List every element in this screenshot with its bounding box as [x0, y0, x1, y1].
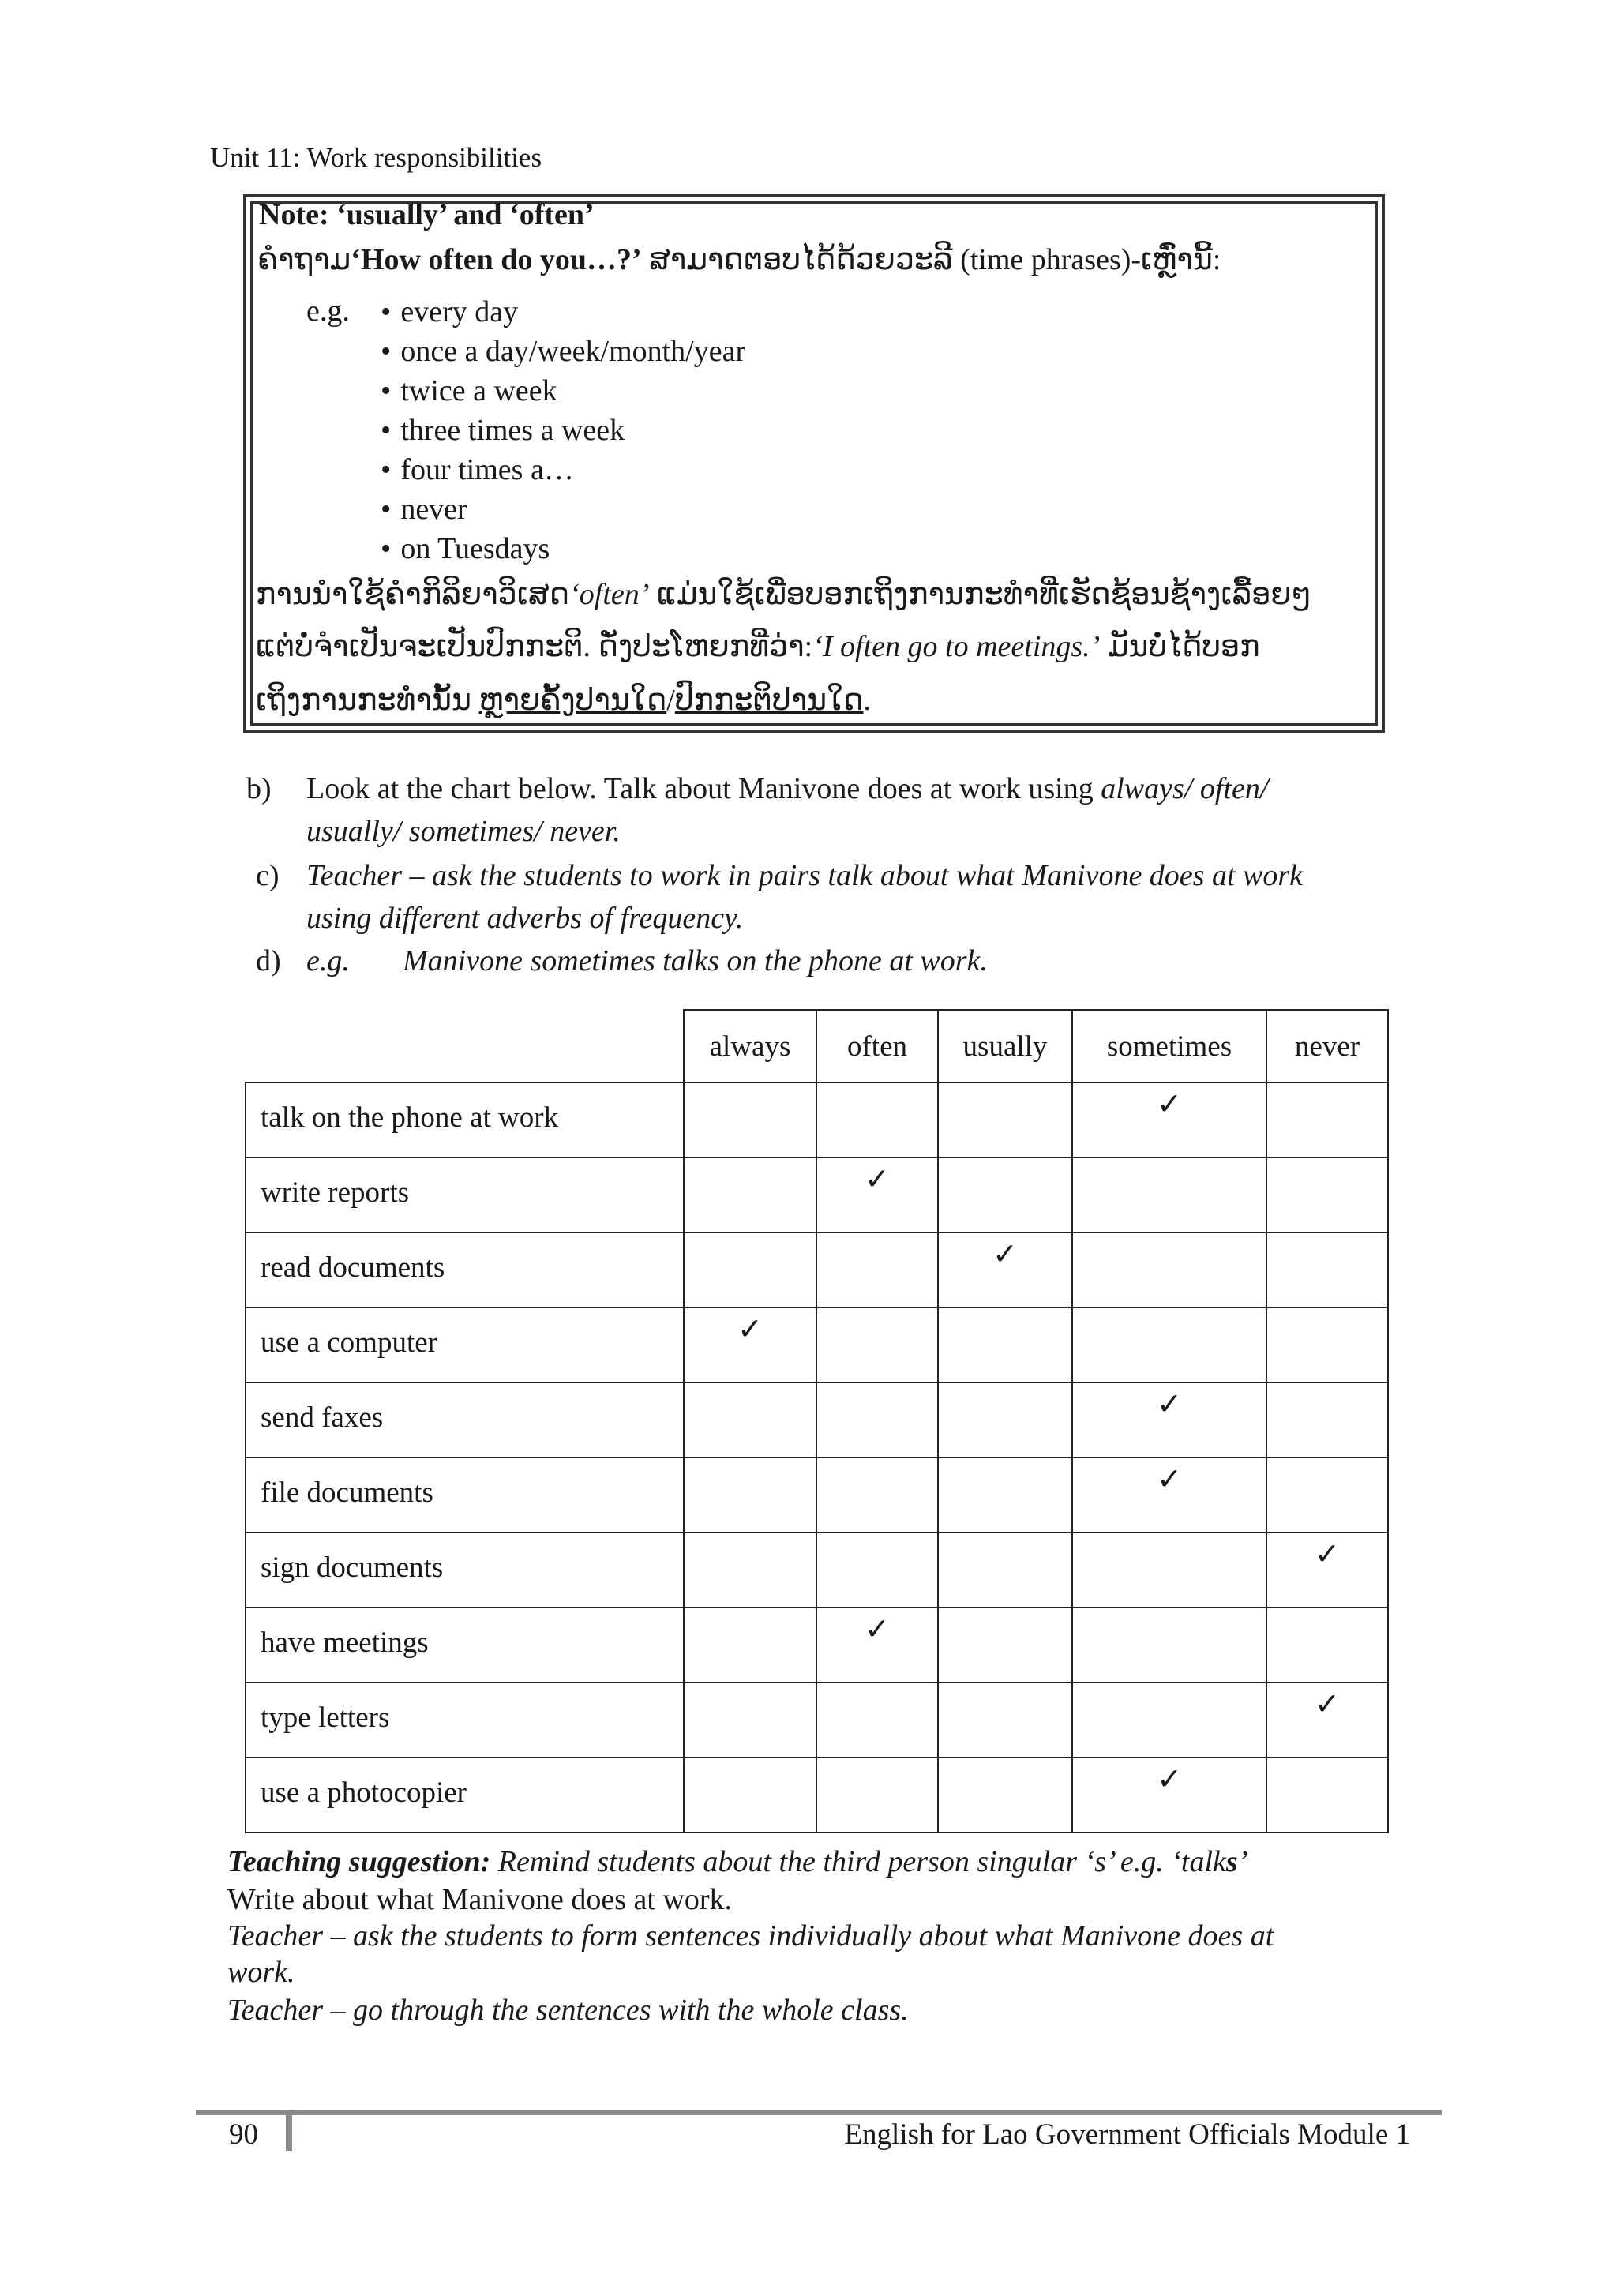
time-phrase-item: • once a day/week/month/year	[381, 332, 745, 371]
col-header-never: never	[1266, 1010, 1388, 1082]
check-mark-icon: ✓	[1157, 1386, 1182, 1421]
activity-cell: write reports	[246, 1157, 684, 1232]
time-phrase-item: • three times a week	[381, 411, 745, 450]
cell-usually[interactable]	[938, 1533, 1072, 1608]
cell-often[interactable]	[816, 1533, 938, 1608]
cell-always[interactable]	[684, 1082, 816, 1157]
table-row	[246, 1608, 1388, 1683]
time-phrase-item: • never	[381, 490, 745, 529]
cell-usually[interactable]	[938, 1458, 1072, 1533]
cell-always[interactable]	[684, 1758, 816, 1833]
note-lao-text: ຄຳຖາມ	[257, 243, 351, 276]
note-question-line	[257, 242, 1221, 277]
activity-cell: file documents	[246, 1458, 684, 1533]
cell-often[interactable]	[816, 1232, 938, 1307]
cell-always[interactable]	[684, 1307, 816, 1382]
cell-often[interactable]	[816, 1157, 938, 1232]
cell-sometimes[interactable]	[1072, 1157, 1266, 1232]
cell-usually[interactable]	[938, 1157, 1072, 1232]
table-row	[246, 1458, 1388, 1533]
table-row	[246, 1232, 1388, 1307]
header-blank	[246, 1010, 684, 1082]
col-header-sometimes: sometimes	[1072, 1010, 1266, 1082]
footer-rule	[196, 2110, 1442, 2115]
time-phrase-list	[381, 292, 745, 568]
cell-usually[interactable]	[938, 1232, 1072, 1307]
check-mark-icon: ✓	[737, 1311, 763, 1346]
cell-always[interactable]	[684, 1458, 816, 1533]
cell-often[interactable]	[816, 1458, 938, 1533]
cell-often[interactable]	[816, 1683, 938, 1758]
cell-always[interactable]	[684, 1608, 816, 1683]
exercise-b: b) Look at the chart below. Talk about Manivone does at work using always/ often/ usually/ sometimes/ never.	[246, 772, 1269, 848]
cell-never[interactable]	[1266, 1683, 1388, 1758]
table-row	[246, 1082, 1388, 1157]
cell-always[interactable]	[684, 1683, 816, 1758]
cell-never[interactable]	[1266, 1157, 1388, 1232]
teaching-suggestion-line-1: Teaching suggestion: Remind students about the third person singular ‘s’ e.g. ‘talks’	[227, 1845, 1248, 1878]
teaching-line-5: Teacher – go through the sentences with the whole class.	[227, 1994, 909, 2027]
teaching-line-2: Write about what Manivone does at work.	[227, 1883, 733, 1916]
eg-label: e.g.	[306, 295, 350, 328]
check-mark-icon: ✓	[1315, 1536, 1340, 1571]
cell-usually[interactable]	[938, 1307, 1072, 1382]
activity-cell: read documents	[246, 1232, 684, 1307]
table-row	[246, 1157, 1388, 1232]
activity-cell: have meetings	[246, 1608, 684, 1683]
activity-cell: use a photocopier	[246, 1758, 684, 1833]
cell-usually[interactable]	[938, 1608, 1072, 1683]
col-header-usually: usually	[938, 1010, 1072, 1082]
unit-heading: Unit 11: Work responsibilities	[210, 142, 542, 173]
cell-sometimes[interactable]	[1072, 1683, 1266, 1758]
cell-always[interactable]	[684, 1232, 816, 1307]
lao-paragraph-line-3: ເຖິງການກະທຳນັ້ນ ຫຼາຍຄັ້ງປານໃດ/ປົກກະຕິປານໃດ.	[256, 684, 871, 717]
note-lao-text: ສາມາດຕອບໄດ້ດ້ວຍວະລີ (time phrases)-ເຫຼົ່ານີ້:	[641, 243, 1221, 276]
cell-sometimes[interactable]	[1072, 1608, 1266, 1683]
cell-never[interactable]	[1266, 1608, 1388, 1683]
col-header-often: often	[816, 1010, 938, 1082]
cell-usually[interactable]	[938, 1683, 1072, 1758]
activity-cell: talk on the phone at work	[246, 1082, 684, 1157]
time-phrase-item: • every day	[381, 292, 745, 332]
cell-never[interactable]	[1266, 1458, 1388, 1533]
cell-sometimes[interactable]	[1072, 1533, 1266, 1608]
time-phrase-item: • twice a week	[381, 371, 745, 411]
note-title: Note: ‘usually’ and ‘often’	[259, 198, 595, 231]
cell-always[interactable]	[684, 1157, 816, 1232]
col-header-always: always	[684, 1010, 816, 1082]
note-question: ‘How often do you…?’	[351, 243, 642, 276]
time-phrase-item: • four times a…	[381, 450, 745, 490]
cell-often[interactable]	[816, 1382, 938, 1458]
cell-never[interactable]	[1266, 1382, 1388, 1458]
cell-sometimes[interactable]	[1072, 1758, 1266, 1833]
cell-usually[interactable]	[938, 1758, 1072, 1833]
cell-never[interactable]	[1266, 1082, 1388, 1157]
activity-cell: send faxes	[246, 1382, 684, 1458]
book-title: English for Lao Government Officials Module 1	[844, 2118, 1410, 2151]
lao-paragraph-line-2: ແຕ່ບໍ່ຈຳເປັນຈະເປັນປົກກະຕິ. ດັ່ງປະໂຫຍກທີ່ວ່າ:‘I often go to meetings.’ ມັນບໍ່ໄດ້ບອກ	[256, 630, 1260, 663]
check-mark-icon: ✓	[865, 1161, 890, 1196]
cell-often[interactable]	[816, 1307, 938, 1382]
cell-often[interactable]	[816, 1082, 938, 1157]
time-phrase-item: • on Tuesdays	[381, 529, 745, 568]
table-row	[246, 1683, 1388, 1758]
exercise-c: c) Teacher – ask the students to work in pairs talk about what Manivone does at work using different adverbs of frequency.	[256, 859, 1304, 935]
cell-never[interactable]	[1266, 1533, 1388, 1608]
frequency-table	[245, 1009, 1389, 1833]
teaching-line-3: Teacher – ask the students to form sentences individually about what Manivone does at	[227, 1919, 1274, 1953]
cell-sometimes[interactable]	[1072, 1458, 1266, 1533]
activity-cell: sign documents	[246, 1533, 684, 1608]
lao-paragraph-line-1: ການນຳໃຊ້ຄຳກິລິຍາວິເສດ‘often’ ແມ່ນໃຊ້ເພື່ອບອກເຖິງການກະທຳທີ່ເຮັດຊ້ອນຊ້າງເລື້ອຍໆ	[256, 578, 1312, 611]
table-row	[246, 1307, 1388, 1382]
cell-always[interactable]	[684, 1533, 816, 1608]
check-mark-icon: ✓	[992, 1236, 1018, 1271]
table-row	[246, 1382, 1388, 1458]
page-number: 90	[229, 2118, 258, 2151]
cell-never[interactable]	[1266, 1758, 1388, 1833]
exercise-d: d) e.g. Manivone sometimes talks on the phone at work.	[256, 944, 988, 977]
table-header-row	[246, 1010, 1388, 1082]
cell-always[interactable]	[684, 1382, 816, 1458]
cell-never[interactable]	[1266, 1232, 1388, 1307]
cell-sometimes[interactable]	[1072, 1232, 1266, 1307]
cell-sometimes[interactable]	[1072, 1307, 1266, 1382]
activity-cell: type letters	[246, 1683, 684, 1758]
check-mark-icon: ✓	[1157, 1086, 1182, 1121]
activity-cell: use a computer	[246, 1307, 684, 1382]
check-mark-icon: ✓	[1157, 1461, 1182, 1496]
cell-sometimes[interactable]	[1072, 1382, 1266, 1458]
table-row	[246, 1533, 1388, 1608]
cell-often[interactable]	[816, 1758, 938, 1833]
check-mark-icon: ✓	[1315, 1686, 1340, 1721]
cell-never[interactable]	[1266, 1307, 1388, 1382]
check-mark-icon: ✓	[865, 1611, 890, 1646]
footer-divider	[286, 2110, 292, 2151]
cell-sometimes[interactable]	[1072, 1082, 1266, 1157]
table-row	[246, 1758, 1388, 1833]
check-mark-icon: ✓	[1157, 1761, 1182, 1796]
cell-usually[interactable]	[938, 1082, 1072, 1157]
cell-often[interactable]	[816, 1608, 938, 1683]
teaching-line-4: work.	[227, 1956, 295, 1989]
cell-usually[interactable]	[938, 1382, 1072, 1458]
